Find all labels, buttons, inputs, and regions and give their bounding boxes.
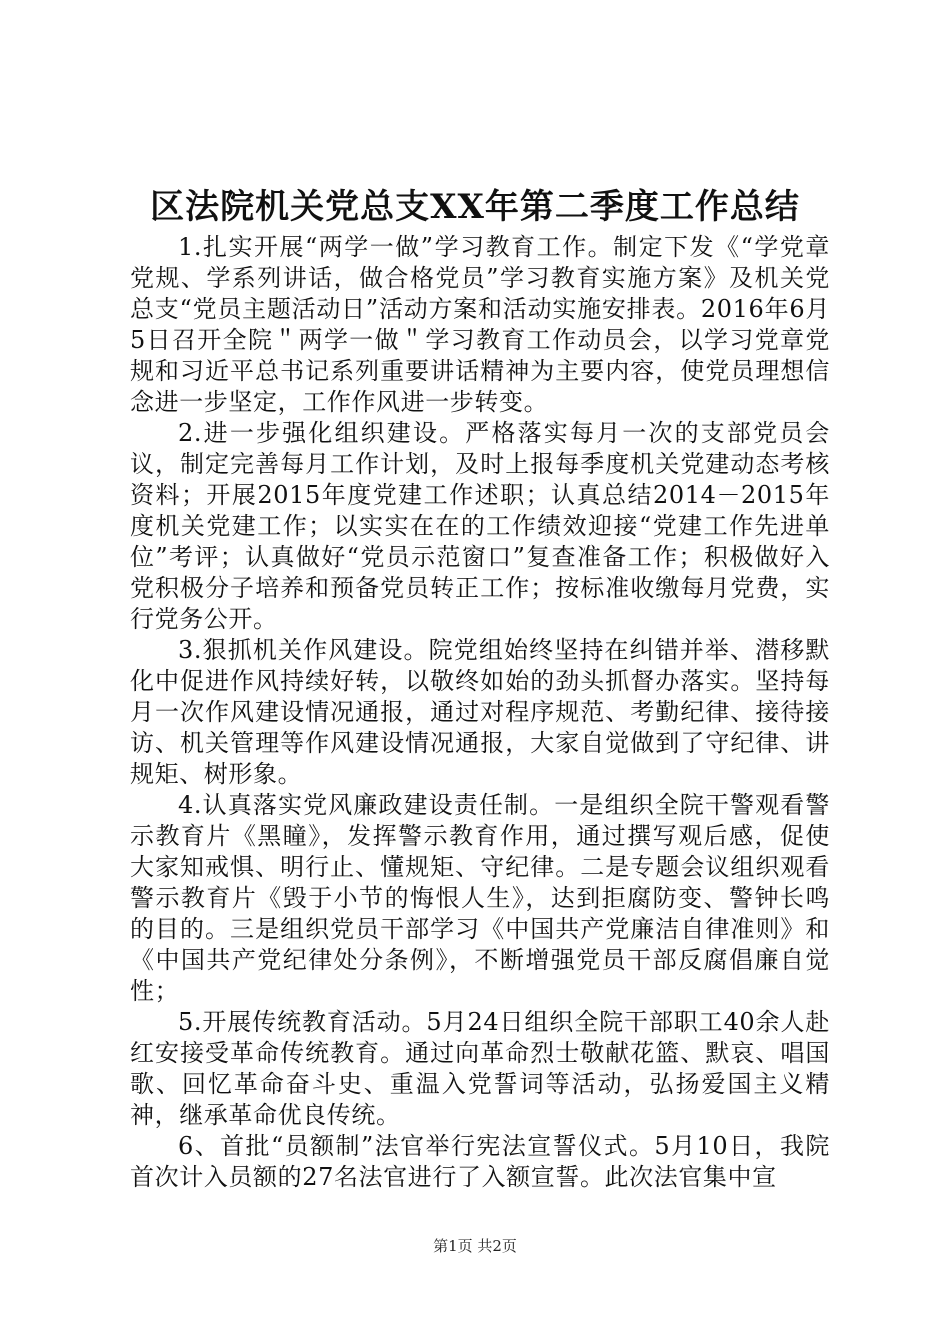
page-number-footer: 第1页 共2页 — [433, 1237, 517, 1255]
document-body — [130, 232, 830, 1193]
document-title: 区法院机关党总支XX年第二季度工作总结 — [150, 187, 800, 227]
paragraph-6: 6、首批“员额制”法官举行宪法宣誓仪式。5月10日，我院首次计入员额的27名法官进行了入额宣誓。此次法官集中宣 — [130, 1132, 830, 1191]
paragraph-2: 2.进一步强化组织建设。严格落实每月一次的支部党员会议，制定完善每月工作计划，及时上报每季度机关党建动态考核资料；开展2015年度党建工作述职；认真总结2014－2015年度机关党建工作；以实实在在的工作绩效迎接“党建工作先进单位”考评；认真做好“党员示范窗口”复查准备工作；积极做好入党积极分子培养和预备党员转正工作；按标准收缴每月党费，实行党务公开。 — [130, 419, 830, 633]
paragraph-5: 5.开展传统教育活动。5月24日组织全院干部职工40余人赴红安接受革命传统教育。通过向革命烈士敬献花篮、默哀、唱国歌、回忆革命奋斗史、重温入党誓词等活动，弘扬爱国主义精神，继承革命优良传统。 — [130, 1008, 830, 1129]
paragraph-1: 1.扎实开展“两学一做”学习教育工作。制定下发《“学党章党规、学系列讲话，做合格党员”学习教育实施方案》及机关党总支“党员主题活动日”活动方案和活动实施安排表。2016年6月5日召开全院＂两学一做＂学习教育工作动员会，以学习党章党规和习近平总书记系列重要讲话精神为主要内容，使党员理想信念进一步坚定，工作作风进一步转变。 — [130, 233, 830, 416]
paragraph-3: 3.狠抓机关作风建设。院党组始终坚持在纠错并举、潜移默化中促进作风持续好转，以敬终如始的劲头抓督办落实。坚持每月一次作风建设情况通报，通过对程序规范、考勤纪律、接待接访、机关管理等作风建设情况通报，大家自觉做到了守纪律、讲规矩、树形象。 — [130, 636, 830, 788]
paragraph-4: 4.认真落实党风廉政建设责任制。一是组织全院干警观看警示教育片《黑瞳》，发挥警示教育作用，通过撰写观后感，促使大家知戒惧、明行止、懂规矩、守纪律。二是专题会议组织观看警示教育片《毁于小节的悔恨人生》，达到拒腐防变、警钟长鸣的目的。三是组织党员干部学习《中国共产党廉洁自律准则》和《中国共产党纪律处分条例》，不断增强党员干部反腐倡廉自觉性； — [130, 791, 830, 1005]
